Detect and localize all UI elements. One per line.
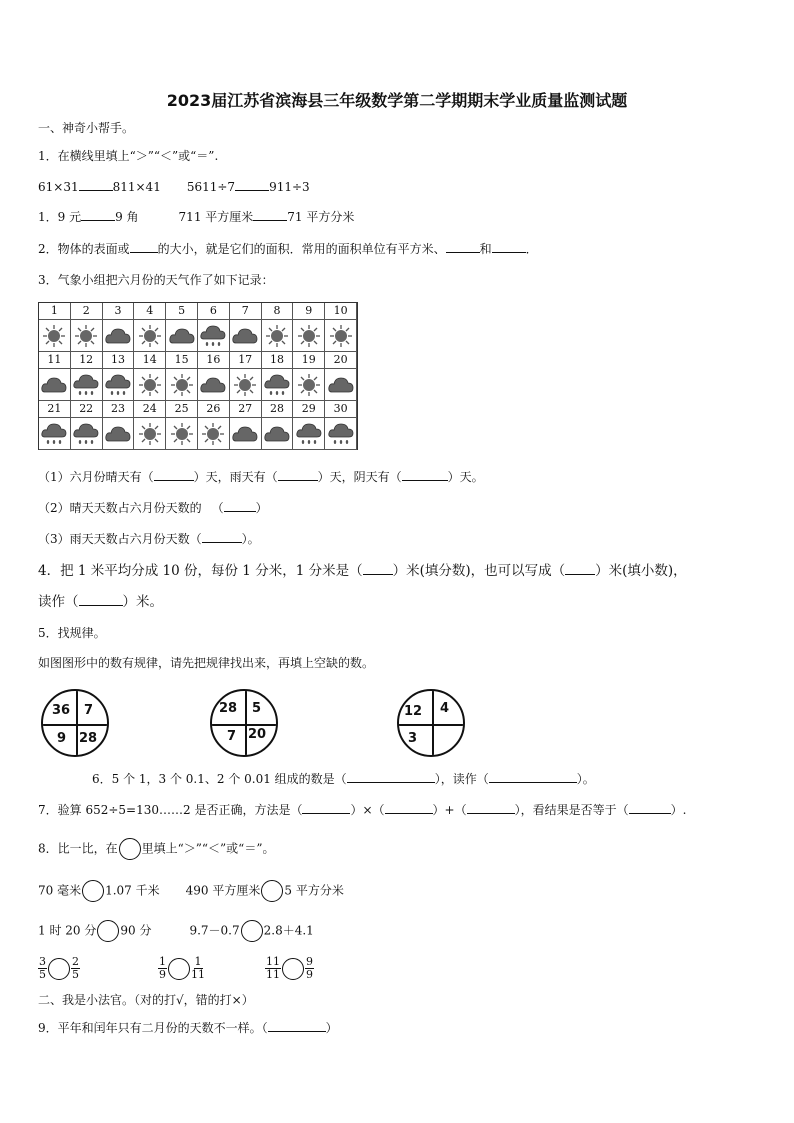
q7-part-e: ）. [670,803,687,817]
q1-expr-d: 911÷3 [269,180,310,194]
rainy-icon [293,418,325,450]
weather-day-14: 14 [134,352,166,369]
weather-day-20: 20 [325,352,357,369]
weather-day-19: 19 [293,352,325,369]
rainy-icon [71,369,103,401]
circle1-top-right: 7 [84,703,94,718]
q2-blank-3[interactable] [492,240,526,253]
fraction-9-9: $\frac{9}{9}$ [306,955,313,981]
q9-text [38,1019,338,1036]
q1-blank-3[interactable] [81,208,115,221]
q8-row1 [38,880,344,902]
section-heading-1: 一、神奇小帮手。 [38,121,135,135]
circle3-top-right: 4 [440,701,450,716]
q3-sub3 [38,530,260,547]
q5-intro: 如图图形中的数有规律，请先把规律找出来，再填上空缺的数。 [38,656,375,670]
pattern-circle-1 [41,689,109,757]
sunny-icon [134,418,166,450]
q8-part-b: 里填上“＞”“＜”或“＝”。 [141,841,275,856]
cloudy-icon [166,320,198,352]
section-heading-2: 二、我是小法官。（对的打√，错的打×） [38,993,254,1007]
cloudy-icon [39,369,71,401]
q7-blank-3[interactable] [467,801,515,814]
q3-sub2 [38,499,268,516]
weather-day-13: 13 [103,352,135,369]
q8-r2-right-2: 2.8＋4.1 [263,923,314,938]
q9-part-b: ） [325,1021,338,1035]
weather-day-4: 4 [134,303,166,320]
q1-expr-b: 811×41 [112,180,161,194]
q7-part-d: ），看结果是否等于（ [514,803,629,817]
weather-day-10: 10 [325,303,357,320]
q4-line1 [38,562,687,579]
fraction-3-5: $\frac{3}{5}$ [39,955,46,981]
weather-day-24: 24 [134,401,166,418]
sunny-icon [293,369,325,401]
weather-day-29: 29 [293,401,325,418]
q8-circle-7[interactable] [282,958,304,980]
q3-blank-rainy[interactable] [278,468,318,481]
q1-row1 [38,178,310,195]
q1-expr-f: 9 角 [115,210,139,224]
circle2-bottom-left: 7 [227,729,237,744]
cloudy-icon [103,320,135,352]
weather-day-18: 18 [262,352,294,369]
rainy-icon [103,369,135,401]
cloudy-icon [230,320,262,352]
q7-blank-4[interactable] [629,801,671,814]
q3-sub3-a: （3）雨天天数占六月份天数（ [38,532,202,546]
q4-blank-decimal[interactable] [565,562,595,575]
q8-r1-left-1: 70 毫米 [38,883,82,898]
q1-expr-e: 1．9 元 [38,210,82,224]
q4-part-c: ）米(填小数)， [595,563,687,579]
q8-r1-right-2: 5 平方分米 [284,883,344,898]
q3-sub1-b: ）天，雨天有（ [193,470,278,484]
q8-intro [38,838,274,860]
q3-sub1-d: ）天。 [447,470,484,484]
q1-expr-a: 61×31 [38,180,79,194]
weather-day-28: 28 [262,401,294,418]
circle1-bottom-left: 9 [57,731,67,746]
weather-day-6: 6 [198,303,230,320]
q8-r1-left-2: 490 平方厘米 [185,883,261,898]
q2-blank-2[interactable] [446,240,480,253]
q1-expr-c: 5611÷7 [186,180,236,194]
q7-part-a: 7．验算 652÷5=130……2 是否正确，方法是（ [38,803,303,817]
q8-part-a: 8．比一比，在 [38,841,118,856]
q4-part-a: 4．把 1 米平均分成 10 份，每份 1 分米，1 分米是（ [38,563,363,579]
q7-text [38,801,686,818]
cloudy-icon [325,369,357,401]
weather-day-8: 8 [262,303,294,320]
q8-r2-right-1: 90 分 [120,923,152,938]
q8-circle-4[interactable] [241,920,263,942]
cloudy-icon [262,418,294,450]
circle2-top-left: 28 [219,701,238,716]
rainy-icon [71,418,103,450]
q8-circle-3[interactable] [97,920,119,942]
weather-day-16: 16 [198,352,230,369]
q8-example-circle [119,838,141,860]
q2-part-b: 的大小，就是它们的面积．常用的面积单位有平方米、 [157,242,446,256]
q8-r1-right-1: 1.07 千米 [105,883,160,898]
weather-day-1: 1 [39,303,71,320]
sunny-icon [325,320,357,352]
q3-sub1-c: ）天，阴天有（ [317,470,402,484]
sunny-icon [198,418,230,450]
q8-row2 [38,920,314,942]
sunny-icon [134,320,166,352]
q6-part-b: ），读作（ [434,772,489,786]
q4-blank-reading[interactable] [79,593,123,606]
circle2-bottom-right: 20 [248,727,267,742]
q9-blank[interactable] [268,1019,326,1032]
q8-circle-1[interactable] [82,880,104,902]
q9-part-a: 9．平年和闰年只有二月份的天数不一样。（ [38,1021,268,1035]
q8-r2-left-2: 9.7－0.7 [189,923,240,938]
q3-intro: 3．气象小组把六月份的天气作了如下记录： [38,273,274,287]
rainy-icon [39,418,71,450]
q1-blank-4[interactable] [253,208,287,221]
fraction-11-11: $\frac{11}{11}$ [266,955,280,981]
q4-part-d: 读作（ [38,594,79,610]
sunny-icon [39,320,71,352]
q7-part-c: ）+（ [432,803,467,817]
q4-blank-fraction[interactable] [363,562,393,575]
q2-part-d: ． [525,242,538,256]
q5-label: 5．找规律。 [38,626,106,640]
q8-circle-6[interactable] [168,958,190,980]
fraction-1-11: $\frac{1}{11}$ [191,955,205,981]
q3-sub1 [38,468,484,485]
q1-intro: 1．在横线里填上“＞”“＜”或“＝”. [38,149,219,163]
pattern-circle-3 [397,689,465,757]
q6-blank-reading[interactable] [489,770,577,783]
pattern-circle-2 [210,689,278,757]
weather-day-2: 2 [71,303,103,320]
circle1-bottom-right: 28 [79,731,98,746]
weather-day-7: 7 [230,303,262,320]
q3-sub1-a: （1）六月份晴天有（ [38,470,154,484]
rainy-icon [325,418,357,450]
q3-blank-ratio-sunny[interactable] [224,499,256,512]
circle2-top-right: 5 [252,701,262,716]
q2-part-a: 2．物体的表面或 [38,242,130,256]
q7-part-b: ）×（ [350,803,385,817]
weather-day-26: 26 [198,401,230,418]
sunny-icon [293,320,325,352]
q3-sub3-b: ）。 [241,532,260,546]
cloudy-icon [230,418,262,450]
weather-day-11: 11 [39,352,71,369]
q6-part-c: ）。 [576,772,595,786]
weather-day-15: 15 [166,352,198,369]
q3-blank-cloudy[interactable] [402,468,448,481]
q6-part-a: 6．5 个 1，3 个 0.1、2 个 0.01 组成的数是（ [92,772,347,786]
circle3-bottom-left: 3 [408,731,418,746]
q8-circle-2[interactable] [261,880,283,902]
weather-day-25: 25 [166,401,198,418]
q1-blank-2[interactable] [235,178,269,191]
fraction-1-9: $\frac{1}{9}$ [159,955,166,981]
q1-expr-g: 711 平方厘米 [178,210,254,224]
q3-sub2-a: （2）晴天天数占六月份天数的 [38,501,202,515]
q6-text [92,770,595,787]
q4-line2 [38,593,163,610]
q2-text [38,240,538,257]
q7-blank-1[interactable] [302,801,350,814]
q2-part-c: 和 [479,242,492,256]
fraction-2-5: $\frac{2}{5}$ [72,955,79,981]
circle3-top-left: 12 [404,704,423,719]
weather-day-22: 22 [71,401,103,418]
weather-day-21: 21 [39,401,71,418]
q6-blank-number[interactable] [347,770,435,783]
q8-r2-left-1: 1 时 20 分 [38,923,97,938]
q3-sub2-c: ） [255,501,268,515]
q2-blank-1[interactable] [130,240,158,253]
sunny-icon [262,320,294,352]
weather-day-3: 3 [103,303,135,320]
q1-row2 [38,208,354,225]
weather-day-5: 5 [166,303,198,320]
sunny-icon [230,369,262,401]
sunny-icon [166,369,198,401]
q4-part-e: ）米。 [122,594,163,610]
sunny-icon [71,320,103,352]
weather-day-23: 23 [103,401,135,418]
cloudy-icon [103,418,135,450]
sunny-icon [134,369,166,401]
q3-sub2-b: （ [211,501,224,515]
page-title: 2023届江苏省滨海县三年级数学第二学期期末学业质量监测试题 [166,91,628,110]
circle3-missing-number[interactable] [439,731,461,749]
cloudy-icon [198,369,230,401]
sunny-icon [166,418,198,450]
q8-row3 [38,956,314,981]
weather-day-12: 12 [71,352,103,369]
q1-expr-h: 71 平方分米 [287,210,355,224]
q3-blank-ratio-rainy[interactable] [202,530,242,543]
weather-day-27: 27 [230,401,262,418]
q7-blank-2[interactable] [385,801,433,814]
q4-part-b: ）米(填分数)，也可以写成（ [392,563,566,579]
q3-blank-sunny[interactable] [154,468,194,481]
q1-blank-1[interactable] [79,178,113,191]
circle1-top-left: 36 [52,703,71,718]
weather-day-30: 30 [325,401,357,418]
q8-circle-5[interactable] [48,958,70,980]
rainy-icon [198,320,230,352]
weather-record-table [38,302,358,450]
weather-day-9: 9 [293,303,325,320]
weather-day-17: 17 [230,352,262,369]
rainy-icon [262,369,294,401]
